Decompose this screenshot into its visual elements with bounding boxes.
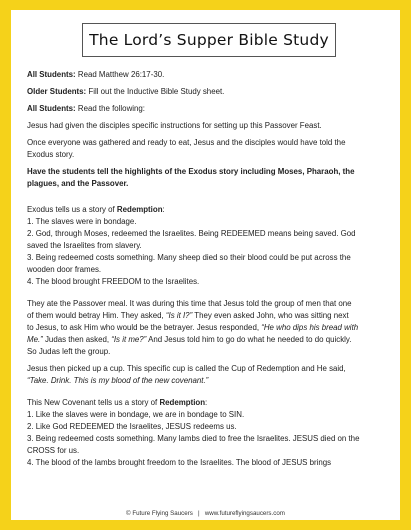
worksheet-page [11, 10, 400, 520]
list-item: 1. The slaves were in bondage. [27, 217, 137, 226]
page-title: The Lord’s Supper Bible Study [82, 23, 336, 57]
covenant-redemption-heading [27, 397, 389, 409]
instruction-text: Fill out the Inductive Bible Study sheet. [88, 87, 225, 96]
list-item: 3. Being redeemed costs something. Many sheep died so their blood could be put across the [27, 253, 351, 262]
footer-website: www.futureflyingsaucers.com [204, 510, 285, 517]
quote: “He who dips his bread with [261, 323, 359, 332]
list-item: 4. The blood of the lambs brought freedom to the Israelites. The blood of JESUS brings [27, 458, 332, 467]
page-footer [11, 510, 400, 517]
instruction-all-students-read [27, 69, 389, 81]
text-line: Exodus story. [27, 150, 75, 159]
text-span: : [162, 205, 165, 214]
text-span: And Jesus told him to go do what he needed to do quickly. [146, 335, 352, 344]
text-line: So Judas left the group. [27, 347, 111, 356]
cup-of-redemption-paragraph [27, 363, 389, 387]
quote: “Is it I?” [165, 311, 193, 320]
text-line: Jesus then picked up a cup. This specific cup is called the Cup of Redemption and He said, [27, 364, 346, 373]
instruction-label: All Students: [27, 104, 76, 113]
instruction-text: Read the following: [77, 104, 145, 113]
instruction-older-students [27, 86, 389, 98]
list-item: saved the Israelites from slavery. [27, 241, 142, 250]
quote: Me.” [27, 335, 43, 344]
instruction-label: All Students: [27, 70, 76, 79]
footer-copyright: © Future Flying Saucers [126, 510, 193, 517]
list-item: CROSS for us. [27, 446, 80, 455]
list-item: 3. Being redeemed costs something. Many lambs died to free the Israelites. JESUS died on the [27, 434, 360, 443]
instruction-label: Older Students: [27, 87, 87, 96]
footer-separator: | [198, 510, 200, 517]
text-span: Exodus tells us a story of [27, 205, 117, 214]
text-span: to Jesus, to ask Him who would be the betrayer. Jesus responded, [27, 323, 262, 332]
list-item: 2. God, through Moses, redeemed the Israelites. Being REDEEMED means being saved. God [27, 229, 356, 238]
quote: “Is it me?” [111, 335, 147, 344]
list-item: wooden door frames. [27, 265, 102, 274]
list-item: 1. Like the slaves were in bondage, we are in bondage to SIN. [27, 410, 245, 419]
instruction-text: Read Matthew 26:17-30. [77, 70, 165, 79]
text-line: plagues, and the Passover. [27, 179, 129, 188]
exodus-redemption-heading [27, 204, 389, 216]
instruction-all-students-following [27, 103, 389, 115]
text-line: They ate the Passover meal. It was during this time that Jesus told the group of men that one [27, 299, 352, 308]
exodus-redemption-list [27, 216, 389, 288]
text-span: Judas then asked, [42, 335, 112, 344]
covenant-redemption-list [27, 409, 389, 469]
redemption-keyword: Redemption [159, 398, 206, 407]
intro-paragraph: Jesus had given the disciples specific instructions for setting up this Passover Feast. [27, 121, 322, 130]
passover-paragraph [27, 298, 389, 358]
text-line: Once everyone was gathered and ready to eat, Jesus and the disciples would have told the [27, 138, 346, 147]
exodus-highlights-instruction [27, 166, 389, 190]
study-content [27, 69, 389, 474]
text-span: They even asked John, who was sitting next [192, 311, 349, 320]
redemption-keyword: Redemption [116, 205, 163, 214]
list-item: 4. The blood brought FREEDOM to the Israelites. [27, 277, 200, 286]
exodus-story-paragraph [27, 137, 389, 161]
text-line: Have the students tell the highlights of the Exodus story including Moses, Pharaoh, the [27, 167, 355, 176]
text-span: : [205, 398, 208, 407]
list-item: 2. Like God REDEEMED the Israelites, JESUS redeems us. [27, 422, 237, 431]
text-span: of them would betray Him. They asked, [27, 311, 166, 320]
text-span: This New Covenant tells us a story of [27, 398, 160, 407]
quote: “Take. Drink. This is my blood of the new covenant.” [27, 376, 209, 385]
